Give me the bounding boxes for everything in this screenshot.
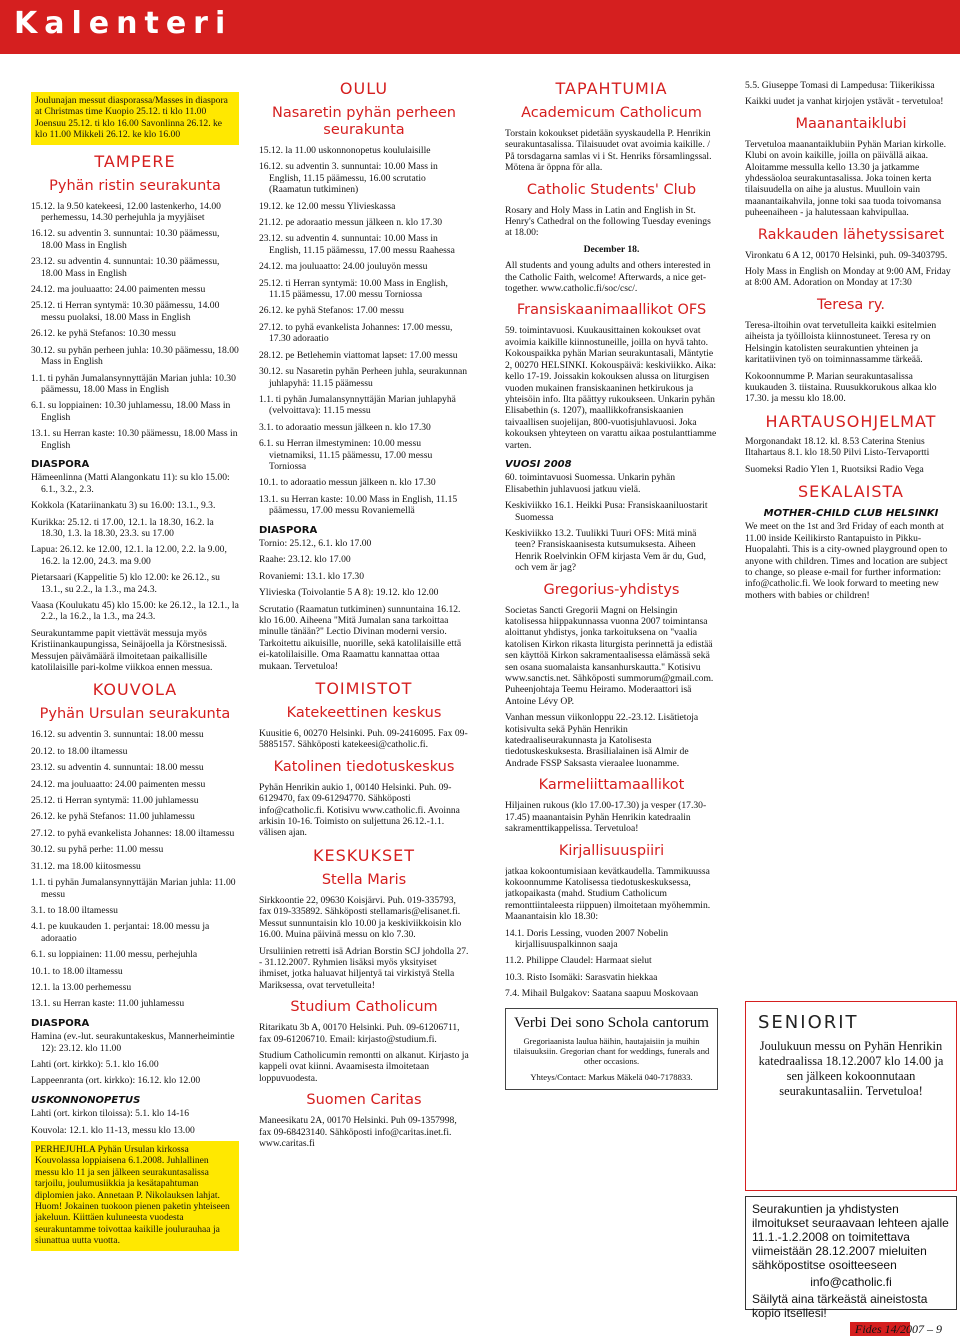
monday-club-heading: Maanantaiklubi <box>795 115 907 132</box>
academicum-heading: Academicum Catholicum <box>521 105 702 121</box>
list-item: Raahe: 23.12. klo 17.00 <box>259 554 351 566</box>
list-item: Pietarsaari (Kappelitie 5) klo 12.00: ke 26.12., su 13.1., su 2.2., la 1.3., ma 24.3. <box>31 572 220 595</box>
kouvola-schedule <box>31 729 239 1009</box>
studium-text-2: Studium Catholicumin remontti on alkanut. Kirjasto ja kappeli ovat kiinni. Avaamisesta ilmoitetaan loppuvuodesta. <box>259 1049 469 1084</box>
list-item: 6.1. su Herran ilmestyminen: 10.00 messu vietnamiksi, 11.15 päämessu, 17.00 messu Torniossa <box>259 438 433 472</box>
list-item: Lappeenranta (ort. kirkko): 16.12. klo 12.00 <box>31 1075 201 1087</box>
diaspora-heading: DIASPORA <box>31 458 90 470</box>
list-item: 27.12. to pyhä evankelista Johannes: 17.00 messu, 17.30 adoraatio <box>259 321 453 345</box>
city-heading-kouvola: KOUVOLA <box>92 680 178 700</box>
list-item: 24.12. ma jouluaatto: 24.00 paimenten messu <box>31 778 206 790</box>
column-3 <box>505 80 718 1090</box>
misc-heading: SEKALAISTA <box>798 481 904 501</box>
students-club-date: December 18. <box>583 243 640 255</box>
teresa-text: Teresa-iltoihin ovat tervetulleita kaikki esitelmien aiheista ja työilloista kiinnostuneet. Teresa ry on Helsingin katolisten seurakuntien yhteinen ja karitatiivinen työ on toiminnassamme tärkeää. <box>745 319 937 366</box>
list-item: 10.1. to adoraatio messun jälkeen n. klo 17.30 <box>259 477 436 489</box>
teresa-heading: Teresa ry. <box>816 296 885 313</box>
list-item: Kouvola: 12.1. klo 11-13, messu klo 13.00 <box>31 1124 195 1136</box>
list-item: Ylivieska (Toivolantie 5 A 8): 19.12. klo 12.00 <box>259 587 439 599</box>
list-item: Tornio: 25.12., 6.1. klo 17.00 <box>259 537 372 549</box>
list-item: 1.1. ti pyhän Jumalansynnyttäjän Marian juhla: 11.00 messu <box>31 877 236 900</box>
submission-notice <box>745 1196 957 1320</box>
stella-maris-text: Sirkkoontie 22, 09630 Koisjärvi. Puh. 019-335793, fax 019-335892. Sähköposti stellamaris@elisanet.fi. Messut sunnuntaisin klo 10.00 ja keskiviikkoisin klo 16.00. Muina päivinä messu on klo 7.30. <box>259 894 462 941</box>
kt-heading: Katolinen tiedotuskeskus <box>273 758 455 775</box>
parish-heading-tampere: Pyhän ristin seurakunta <box>49 177 221 194</box>
parish-heading-kouvola: Pyhän Ursulan seurakunta <box>39 706 231 723</box>
teresa-text-2: Kokoonnumme P. Marian seurakuntasalissa kuukauden 3. tiistaina. Ruusukkorukous alkaa klo 17.30. ja messu klo 18.00. <box>745 370 937 405</box>
missionaries-text: Vironkatu 6 A 12, 00170 Helsinki, puh. 09-3403795. <box>745 249 948 261</box>
list-item: 30.12. su pyhän perheen juhla: 10.30 päämessu, 18.00 Mass in English <box>31 344 239 368</box>
list-item: 23.12. su adventin 4. sunnuntai: 10.30 päämessu, 18.00 Mass in English <box>31 256 220 279</box>
list-item: 26.12. ke pyhä Stefanos: 17.00 messu <box>259 305 404 317</box>
list-item: 25.12. ti Herran syntymä: 10.30 päämessu, 14.00 messu puolaksi, 18.00 Mass in English <box>31 300 220 323</box>
list-item: Keskiviikko 16.1. Heikki Pusa: Fransiskaaniluostarit Suomessa <box>505 500 708 523</box>
schola-title: Verbi Dei sono Schola cantorum <box>514 1014 709 1031</box>
mother-child-heading: MOTHER-CHILD CLUB HELSINKI <box>763 507 939 519</box>
column-4 <box>745 80 957 995</box>
schola-contact: Yhteys/Contact: Markus Mäkelä 040-7178833. <box>530 1071 693 1082</box>
list-item: 25.12. ti Herran syntymä: 11.00 juhlamessu <box>31 795 199 807</box>
list-item: 6.1. su loppiainen: 11.00 messu, perhejuhla <box>31 949 198 961</box>
list-item: 26.12. ke pyhä Stefanos: 11.00 juhlamessu <box>31 811 195 823</box>
list-item: 3.1. to adoraatio messun jälkeen n. klo 17.30 <box>259 421 431 433</box>
list-item: 1.1. ti pyhän Jumalansynnyttäjän Marian juhlapyhä (velvoittava): 11.15 messu <box>259 393 456 417</box>
list-item: 4.1. pe kuukauden 1. perjantai: 18.00 messu ja adoraatio <box>31 921 210 944</box>
list-item: 12.1. la 13.00 perhemessu <box>31 981 132 993</box>
kk-heading: Katekeettinen keskus <box>286 705 442 722</box>
list-item: 11.2. Philippe Claudel: Harmaat sielut <box>505 955 652 967</box>
list-item: 23.12. su adventin 4. sunnuntai: 10.00 Mass in English, 11.15 päämessu, 17.00 messu Raahessa <box>259 233 455 256</box>
list-item: 25.12. ti Herran syntymä: 10.00 Mass in English, 11.15 päämessu, 17.00 messu Torniossa <box>259 277 448 301</box>
list-item: 16.12. su adventin 3. sunnuntai: 10.00 Mass in English, 11.15 päämessu, 16.00 scrutatio (Raamatun tutkiminen) <box>259 161 438 196</box>
ofs-text: 59. toimintavuosi. Kuukausittainen kokoukset ovat avoimia kaikille kiinnostuneille, joilla on hyvä tahto. Kokouspaikka pyhän Marian seurakuntasali, Mäntytie 2, 00270 HELSINKI. Kokouspäivä: keskiviikko. Aika: kello 17-19. Joissakin kokouksen alussa on liturgisen vuoden mukainen fransiskaaninen hetkirukous ja yhteisöin info. Ilta päättyy rukoukseen. Unkarin pyhän Elisabethin (s. 1207), maallikkofransiskaanien taivaallisen suojelijan, 800-vuotisjuhlavuosi. Joka kokouksen yhteyteen on varattu aikaa postulanttiamme varten. <box>505 325 717 451</box>
missionaries-text-2: Holy Mass in English on Monday at 9:00 AM, Friday at 8:00 AM. Adoration on Monday at 17:30 <box>745 266 951 289</box>
caritas-text: Maneesikatu 2A, 00170 Helsinki. Puh 09-1357998, fax 09-68423140. Sähköposti info@caritas.inet.fi. www.caritas.fi <box>259 1115 457 1149</box>
list-item: 16.12. su adventin 3. sunnuntai: 18.00 messu <box>31 729 204 741</box>
list-item: Lahti (ort. kirkon tiloissa): 5.1. klo 14-16 <box>31 1108 190 1120</box>
mother-child-text: We meet on the 1st and 3rd Friday of each month at 11.00 inside Keilikirsto Rantapuisto in Pikku-Huopalahti. This is a city-owned playground open to anyone with children. Times and location are subject to change, so please e-mail for further information: info@catholic.fi. We look forward to meeting new mothers with babies or children! <box>745 521 948 601</box>
list-item: Kurikka: 25.12. ti 17.00, 12.1. la 18.30, 16.2. la 18.30, 1.3. la 18.30, 23.3. su 17.00 <box>31 516 214 539</box>
list-item: Lapua: 26.12. ke 12.00, 12.1. la 12.00, 2.2. la 9.00, 16.2. la 12.00, 24.3. ma 9.00 <box>31 544 227 567</box>
catechesis-heading: USKONNONOPETUS <box>31 1094 141 1106</box>
diaspora-heading: DIASPORA <box>31 1017 90 1029</box>
list-item: 5.5. Giuseppe Tomasi di Lampedusa: Tiikerikissa <box>745 80 935 91</box>
city-heading-tampere: TAMPERE <box>94 151 176 171</box>
list-item: 20.12. to 18.00 iltamessu <box>31 745 128 757</box>
kk-text: Kuusitie 6, 00270 Helsinki. Puh. 09-2416095. Fax 09-5885157. Sähköposti katekeesi@catholic.fi. <box>259 728 468 751</box>
list-item: 23.12. su adventin 4. sunnuntai: 18.00 messu <box>31 762 204 774</box>
seniors-text: Joulukuun messu on Pyhän Henrikin katedraalissa 18.12.2007 klo 14.00 ja sen jälkeen kokoonnutaan seurakuntasaliin. Tervetuloa! <box>758 1039 944 1098</box>
list-item: 13.1. su Herran kaste: 10.30 päämessu, 18.00 Mass in English <box>31 428 238 451</box>
studium-text: Ritarikatu 3b A, 00170 Helsinki. Puh. 09-61206711, fax 09-61206710. Email: kirjasto@studium.fi. <box>259 1022 460 1045</box>
monday-club-text: Tervetuloa maanantaiklubiin Pyhän Marian kirkolle. Klubi on avoin kaikille, joilla on päivällä aikaa. Aloitamme messulla kello 13.30 ja jatkamme yhdessäoloa seurakuntasalissa. Joka toinen kerta tilaisuudella on aihe ja alustus. Muulloin vain maanantaikahvila, jonne toki saa tuoda toivomansa puheenaiheen - ja halutessaan kahvipullaa. <box>745 138 947 219</box>
academicum-text: Torstain kokoukset pidetään syyskaudella P. Henrikin seurakuntasalissa. Tilaisuudet ovat avoimia kaikille. / På torsdagarna samlas vi i St. Henriks församlingssal. Mötena är öppna för alla. <box>505 128 712 174</box>
centres-heading: KESKUKSET <box>312 845 416 865</box>
devotions-text: Morgonandakt 18.12. kl. 8.53 Caterina Stenius Iltahartaus 8.1. klo 18.50 Pilvi Listo-Tervaportti <box>745 435 930 459</box>
list-item: 13.1. su Herran kaste: 11.00 juhlamessu <box>31 998 185 1010</box>
list-item: Keskiviikko 13.2. Tuulikki Tuuri OFS: Mitä minä teen? Fransiskaanisesta kutsumuksesta. Aiheen Henrik Roelvinkin OFM kirjasta Vem är du, Gud, och vem är jag? <box>505 527 706 574</box>
oulu-schedule <box>259 145 469 517</box>
list-item: 13.1. su Herran kaste: 10.00 Mass in English, 11.15 päämessu, 17.00 messu Rovaniemellä <box>259 493 458 517</box>
year-2008-text: 60. toimintavuosi Suomessa. Unkarin pyhän Elisabethin juhlavuosi jatkuu vielä. <box>505 472 676 495</box>
list-item: 30.12. su Nasaretin pyhän Perheen juhla, seurakunnan juhlapyhä: 11.15 päämessu <box>259 366 468 389</box>
christmas-diaspora-box: Joulunajan messut diasporassa/Masses in diaspora at Christmas time Kuopio 25.12. ti klo 11.00 Joensuu 25.12. ti klo 16.00 Savonlinna 26.12. ke klo 11.00 Mikkeli 26.12. ke klo 16.00 <box>31 92 239 145</box>
list-item: 15.12. la 9.50 katekeesi, 12.00 lastenkerho, 14.00 perhemessu, 14.30 perhejuhla ja myyjäiset <box>31 200 221 224</box>
list-item: 7.4. Mihail Bulgakov: Saatana saapuu Moskovaan <box>505 988 699 1000</box>
devotions-text-2: Suomeksi Radio Ylen 1, Ruotsiksi Radio Vega <box>745 463 924 475</box>
page-footer: Fides 14/2007 – 9 <box>855 1322 942 1336</box>
literature-circle-heading: Kirjallisuuspiiri <box>558 842 665 859</box>
offices-heading: TOIMISTOT <box>315 679 413 699</box>
stella-maris-text-2: Ursuliinien retretti isä Adrian Borstin SCJ johdolla 27. - 31.12.2007. Ryhmien lisäksi myös yksityiset ihmiset, jotka haluavat hiljentyä tai virkistyä Stella Mariksessa, ovat tervetulleita! <box>259 945 469 991</box>
page-header <box>0 0 960 54</box>
students-club-text: Rosary and Holy Mass in Latin and English in St. Henry's Cathedral on the following Tuesday evenings at 18.00: <box>505 204 711 239</box>
list-item: Hämeenlinna (Matti Alangonkatu 11): su klo 15.00: 6.1., 3.2., 2.3. <box>31 472 230 495</box>
events-heading: TAPAHTUMIA <box>555 80 668 98</box>
seniors-heading: SENIORIT <box>758 1012 859 1033</box>
family-feast-box: PERHEJUHLA Pyhän Ursulan kirkossa Kouvolassa loppiaisena 6.1.2008. Juhlallinen messu klo 11 ja sen jälkeen seurakuntasalissa tarjoilu, joulumusiikkia ja kesätapahtuman diplomien jako. Annetaan P. Nikolauksen lahjat. Huom! Jokainen tuokoon pienen paketin yhteiseen jakeluun. Kiittäen kuluneesta vuodesta seurakuntamme toivottaa kaikille joulurauhaa ja siunattua uutta vuotta. <box>31 1141 239 1251</box>
list-item: 6.1. su loppiainen: 10.30 juhlamessu, 18.00 Mass in English <box>31 400 231 423</box>
submission-text: Seurakuntien ja yhdistysten ilmoitukset seuraavaan lehteen ajalle 11.1.-1.2.2008 on toimitettava viimeistään 28.12.2007 mieluiten sähköpostitse osoitteeseen <box>752 1202 949 1272</box>
list-item: 24.12. ma jouluaatto: 24.00 paimenten messu <box>31 284 206 296</box>
gregorius-text: Societas Sancti Gregorii Magni on Helsingin katolisessa hiippakunnassa vuonna 2007 toimintansa aloittanut yhdistys, jonka tarkoituksena on "vaalia katolisen Kirkon rikasta liturgista perinnettä ja edistää sen käyttöä Kirkon sakramentaalisessa elämässä sekä sen osana suomalaista kansanhurskautta." Kotisivu www.sanctis.net. Sähköposti summorum@gmail.com. Puheenjohtaja Teemu Heiramo. Moderaattori isä Antoine Lévy OP. <box>505 604 714 707</box>
diaspora-note: Seurakuntamme papit viettävät messuja myös Kristiinankaupungissa, Seinäjoella ja Körstnesissä. Messujen päivämäärä ilmoitetaan paikallisille katolilaisille pari-kolme viikkoa ennen messua. <box>31 627 227 674</box>
submission-email[interactable]: info@catholic.fi <box>810 1275 892 1289</box>
list-item: Vaasa (Koulukatu 45) klo 15.00: ke 26.12., la 12.1., la 2.2., la 16.2., la 1.3., ma 24.3. <box>31 600 239 623</box>
list-item: 15.12. la 11.00 uskonnonopetus koululaisille <box>259 145 431 156</box>
parish-heading-oulu: Nasaretin pyhän perheen seurakunta <box>272 105 456 138</box>
stella-maris-heading: Stella Maris <box>321 871 407 888</box>
list-item: Hamina (ev.-lut. seurakuntakeskus, Mannerheimintie 12): 23.12. klo 11.00 <box>31 1031 235 1054</box>
list-item: 28.12. pe Betlehemin viattomat lapset: 17.00 messu <box>259 349 458 361</box>
list-item: 3.1. to 18.00 iltamessu <box>31 904 118 916</box>
list-item: 24.12. ma jouluaatto: 24.00 jouluyön messu <box>259 261 428 273</box>
list-item: 30.12. su pyhä perhe: 11.00 messu <box>31 844 164 856</box>
devotions-heading: HARTAUSOHJELMAT <box>765 411 937 431</box>
seniors-box <box>745 1001 957 1191</box>
students-club-text-2: All students and young adults and others interested in the Catholic Faith, welcome! Afterwards, a nice get-together. www.catholic.fi/soc/csc/. <box>505 260 711 295</box>
list-item: 31.12. ma 18.00 kiitosmessu <box>31 860 141 872</box>
submission-keep-copy: Säilytä aina tärkeästä aineistosta kopio itsellesi! <box>752 1292 928 1320</box>
caritas-heading: Suomen Caritas <box>306 1092 422 1109</box>
missionaries-heading: Rakkauden lähetyssisaret <box>757 226 945 243</box>
column-2 <box>259 80 469 1154</box>
carmelites-heading: Karmeliittamaallikot <box>538 777 685 794</box>
kt-text: Pyhän Henrikin aukio 1, 00140 Helsinki. Puh. 09-6129470, fax 09-61294770. Sähköposti info@catholic.fi. Kotisivu www.catholic.fi. Avoinna arkisin 10-16. Toimisto on suljettuna 26.12.-1.1. välisen ajan. <box>259 781 460 839</box>
list-item: 21.12. pe adoraatio messun jälkeen n. klo 17.30 <box>259 217 443 229</box>
list-item: 10.1. to 18.00 iltamessu <box>31 965 123 977</box>
literature-circle-text: jatkaa kokoontumisiaan kevätkaudella. Tammikuussa kokoonnumme Katolisessa tiedotuskeskuksessa, jatkopaikasta (mahd. Studium Catholicum remonttiintaleesta riippuen) ilmoitetaan myöhemmin. Maanantaisin klo 18.30: <box>505 865 711 923</box>
list-item: 26.12. ke pyhä Stefanos: 10.30 messu <box>31 328 176 340</box>
gregorius-heading: Gregorius-yhdistys <box>543 581 680 598</box>
tampere-schedule <box>31 201 239 451</box>
year-2008-heading: VUOSI 2008 <box>505 458 572 470</box>
column-1 <box>31 92 239 1256</box>
list-item: Rovaniemi: 13.1. klo 17.30 <box>259 570 364 582</box>
list-item: 10.3. Risto Isomäki: Sarasvatin hiekkaa <box>505 971 658 983</box>
schola-subtitle: Gregoriaanista laulua häihin, hautajaisiin ja muihin tilaisuuksiin. Gregorian chant for weddings, funerals and other occasions. <box>513 1035 710 1066</box>
page-title: Kalenteri <box>14 6 233 41</box>
gregorius-text-2: Vanhan messun viikonloppu 22.-23.12. Lisätietoja kotisivulta sekä Pyhän Henrikin katedraaliseurakunnasta ja Katolisesta tiedotuskeskuksesta. Brasilialainen isä Almir de Andrade FSSP Saksasta vieraalee luonamme. <box>505 712 699 769</box>
list-item: 1.1. ti pyhän Jumalansynnyttäjän Marian juhla: 10.30 päämessu, 18.00 Mass in English <box>31 372 236 395</box>
list-item: Kokkola (Katariinankatu 3) su 16.00: 13.1., 9.3. <box>31 500 216 512</box>
literature-welcome: Kaikki uudet ja vanhat kirjojen ystävät - tervetuloa! <box>745 96 944 108</box>
list-item: Lahti (ort. kirkko): 5.1. klo 16.00 <box>31 1058 159 1070</box>
scrutatio-text: Scrutatio (Raamatun tutkiminen) sunnuntaina 16.12. klo 16.00. Aiheena "Mitä Jumalan sana tarkoittaa minulle tänään?" Lectio Divinan moderni versio. Tarkoitettu aikuisille, nuorille, sekä katolilaisille että ei-katolilaisille. Oma Raamattu kannattaa ottaa mukaan. Tervetuloa! <box>259 603 462 672</box>
list-item: 19.12. ke 12.00 messu Ylivieskassa <box>259 200 396 212</box>
list-item: 27.12. to pyhä evankelista Johannes: 18.00 iltamessu <box>31 827 235 839</box>
city-heading-oulu: OULU <box>339 80 389 98</box>
list-item: 14.1. Doris Lessing, vuoden 2007 Nobelin kirjallisuuspalkinnon saaja <box>505 927 669 950</box>
studium-heading: Studium Catholicum <box>290 999 438 1016</box>
schola-ad <box>505 1008 718 1090</box>
carmelites-text: Hiljainen rukous (klo 17.00-17.30) ja vesper (17.30-17.45) maanantaisin Pyhän Henrikin katedraalin sakramenttikappelissa. Tervetuloa! <box>505 800 707 835</box>
students-club-heading: Catholic Students' Club <box>526 181 697 198</box>
diaspora-heading: DIASPORA <box>259 524 318 536</box>
list-item: 16.12. su adventin 3. sunnuntai: 10.30 päämessu, 18.00 Mass in English <box>31 228 220 251</box>
ofs-heading: Fransiskaanimaallikot OFS <box>516 302 707 319</box>
